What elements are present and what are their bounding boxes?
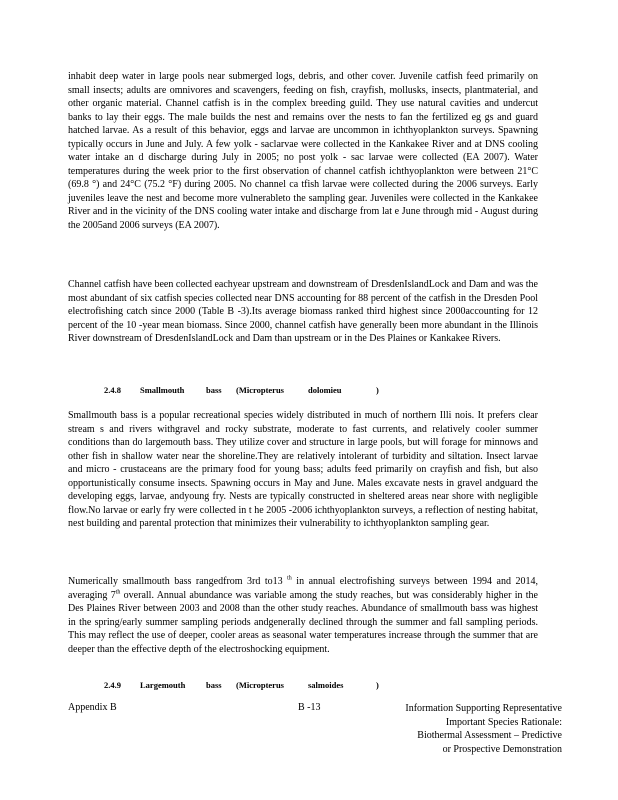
heading-word: Largemouth [140,680,186,690]
footer-title-line: or Prospective Demonstration [442,743,562,755]
superscript: th [287,575,292,582]
paragraph-smallmouth-bass-biology: Smallmouth bass is a popular recreational species widely distributed in much of northern Illi nois. It prefers clear stream s and rivers withgravel and rocky substrate, moderate to fast currents, and relatively cooler summer conditions than do largemouth bass. They utilize cover and structure in large pools, but will forage for minnows and other fish in shallow water near the shoreline.They are relatively intolerant of turbidity and siltation. Insect larvae and micro - crustaceans are the primary food for young bass; adults feed primarily on crayfish and fish, but also opportunistically consume insects. Spawning occurs in May and June. Males excavate nests in gravel andguard the developing eggs, larvae, andyoung fry. Nests are typically constructed in sheltered areas near shore with negligible flow.No larvae or early fry were collected in t he 2005 -2006 ichthyoplankton surveys, a reflection of nesting habitat, nest building and parental protection that minimizes their vulnerability to ichthyoplankton sampling gear. [68,410,538,529]
heading-word: Smallmouth [140,385,185,395]
footer-page-number: B -13 [298,702,321,713]
superscript: th [115,589,121,596]
text-run: overall. Annual abundance was variable among the study reaches, but was considerably higher in the Des Plaines River between 2003 and 2008 than the other study reaches. Abundance of smallmouth bass was highest in the spring/early summer sampling periods andgenerally declined through the summer and fall sampling periods. This may reflect the use of deeper, cooler areas as seasonal water temperatures increase through the summer that are deeper than the effective depth of the electroshocking equipment. [68,589,538,655]
paragraph-smallmouth-bass-abundance [68,575,538,656]
heading-word: (Micropterus [236,680,284,690]
text-run: Numerically smallmouth bass rangedfrom 3rd to13 [68,576,288,587]
footer-title-line: Important Species Rationale: [445,716,562,728]
heading-word: ) [376,680,379,690]
heading-word: salmoides [308,680,344,690]
heading-word: ) [376,385,379,395]
heading-word: bass [206,680,222,690]
footer-title-line: Information Supporting Representative [405,703,562,714]
paragraph-channel-catfish-biology: inhabit deep water in large pools near submerged logs, debris, and other cover. Juvenile catfish feed primarily on small insects; adults are omnivores and scavengers, feeding on fish, crayfish, mollusks, insects, plantmaterial, and other organic material. Channel catfish is in the complex breeding guild. They use natural cavities and undercut banks to lay their eggs. The male builds the nest and remains over the nests to fan the fertilized eg gs and guard hatched larvae. As a result of this behavior, eggs and larvae are uncommon in ichthyoplankton surveys. Spawning typically occurs in June and July. A few yolk - saclarvae were collected in the Kankakee River and at DNS cooling water intake an d discharge during July in 2005; no post yolk - sac larvae were collected (EA 2007). Water temperatures during the week prior to the first observation of channel catfish ichthyoplankton were between 21°C (69.8 °) and 24°C (75.2 °F) during 2005. No channel ca tfish larvae were collected during the 2006 surveys. Early juveniles leave the nest and become more vulnerableto the sampling gear. Juveniles were collected in the Kankakee River and in the vicinity of the DNS cooling water intake and discharge from lat e June through mid - August during the 2005and 2006 surveys (EA 2007). [68,71,538,231]
heading-word: (Micropterus [236,385,284,395]
text-run: in annual electrofishing surveys between 1994 and 2014, averaging 7 [68,576,538,601]
section-heading-largemouth-bass [104,680,379,690]
paragraph-channel-catfish-abundance: Channel catfish have been collected eachyear upstream and downstream of DresdenIslandLock and Dam and was the most abundant of six catfish species collected near DNS accounting for 88 percent of the catfish in the Dresden Pool electrofishing catch since 2000 (Table B -3).Its average biomass ranked third highest since 2000accounting for 12 percent of the 10 -year mean biomass. Since 2000, channel catfish have generally been more abundant in the Illinois River downstream of DresdenIslandLock and Dam than upstream or in the Des Plaines or Kankakee Rivers. [68,279,538,344]
footer-appendix-label: Appendix B [68,702,117,713]
footer-document-title [362,702,562,756]
heading-word: dolomieu [308,385,342,395]
section-number: 2.4.8 [104,385,121,395]
section-heading-smallmouth-bass [104,385,379,395]
footer-title-line: Biothermal Assessment – Predictive [417,730,562,741]
heading-word: bass [206,385,222,395]
section-number: 2.4.9 [104,680,121,690]
